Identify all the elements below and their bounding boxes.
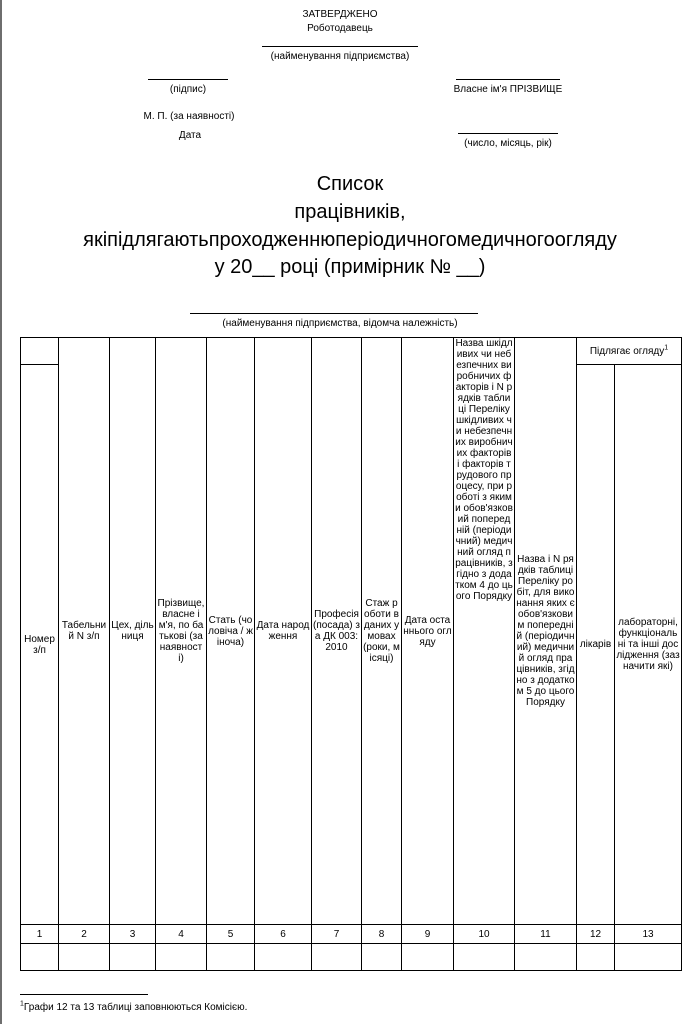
name-line [456, 79, 560, 80]
col-header-5: Стать (чоловіча / жіноча) [207, 338, 255, 925]
col-header-6: Дата народження [255, 338, 312, 925]
col-header-12: лікарів [577, 365, 615, 925]
footnote [20, 1002, 420, 1014]
col-header-1: Номер з/п [21, 365, 59, 925]
subject-to-exam-sup: 1 [664, 344, 669, 352]
col-number-11: 11 [515, 925, 577, 944]
empty-cell[interactable] [312, 944, 362, 971]
empty-cell[interactable] [454, 944, 515, 971]
col-header-9: Дата останнього огляду [402, 338, 454, 925]
date-caption: (число, місяць, рік) [464, 138, 552, 149]
col-number-6: 6 [255, 925, 312, 944]
signature-line [148, 79, 228, 80]
empty-cell[interactable] [59, 944, 110, 971]
footnote-text: Графи 12 та 13 таблиці заповнюються Комісією. [23, 1002, 248, 1013]
approved-label: ЗАТВЕРДЖЕНО [302, 9, 378, 20]
empty-cell[interactable] [577, 944, 615, 971]
col-header-7: Професія (посада) за ДК 003:2010 [312, 338, 362, 925]
empty-data-row [21, 944, 682, 971]
subject-to-exam-header [577, 338, 682, 365]
col-number-3: 3 [110, 925, 156, 944]
title-line-2: працівників, [294, 201, 406, 223]
stamp-caption: М. П. (за наявності) [143, 111, 235, 122]
empty-cell[interactable] [255, 944, 312, 971]
col-number-10: 10 [454, 925, 515, 944]
header-row-top [21, 338, 682, 365]
empty-cell[interactable] [402, 944, 454, 971]
empty-cell[interactable] [207, 944, 255, 971]
col-header-3: Цех, дільниця [110, 338, 156, 925]
col-number-1: 1 [21, 925, 59, 944]
enterprise-name-caption: (найменування підприємства) [270, 51, 410, 62]
enterprise-caption: (найменування підприємства, відомча належність) [222, 318, 458, 329]
title-line-3: якіпідлягаютьпроходженнюперіодичногомедичногоогляду [83, 229, 617, 251]
date-label: Дата [178, 130, 202, 141]
enterprise-line [190, 313, 478, 314]
col-header-2: Табельний N з/п [59, 338, 110, 925]
name-caption: Власне ім'я ПРІЗВИЩЕ [453, 84, 563, 95]
col-header-4: Прізвище, власне ім'я, по батькові (за наявності) [156, 338, 207, 925]
title-line-1: Список [316, 173, 384, 195]
col-header-8: Стаж роботи в даних умовах (роки, місяці) [362, 338, 402, 925]
enterprise-name-line [262, 46, 418, 47]
col-header-11: Назва і N рядків таблиці Переліку робіт, для виконання яких є обов'язковим попередній (періодичний) медичний огляд працівників, згідно з додатком 5 до цього Порядку [515, 338, 577, 925]
col-number-7: 7 [312, 925, 362, 944]
employer-label: Роботодавець [307, 23, 373, 34]
col-number-9: 9 [402, 925, 454, 944]
col-number-2: 2 [59, 925, 110, 944]
empty-cell[interactable] [156, 944, 207, 971]
col-1-top [21, 338, 59, 365]
col-number-12: 12 [577, 925, 615, 944]
page-left-border [0, 0, 2, 1024]
empty-cell[interactable] [110, 944, 156, 971]
col-header-10: Назва шкідливих чи небезпечних виробничих факторів і N рядків таблиці Переліку шкідливих чи небезпечних виробничих факторів і факторів трудового процесу, при роботі з якими обов'язковий попередній (періодичний) медичний огляд працівників, згідно з додатком 4 до цього Порядку [454, 338, 515, 925]
empty-cell[interactable] [21, 944, 59, 971]
col-number-8: 8 [362, 925, 402, 944]
subject-to-exam-text: Підлягає огляду [589, 345, 665, 357]
workers-table [20, 337, 682, 971]
empty-cell[interactable] [615, 944, 682, 971]
col-number-4: 4 [156, 925, 207, 944]
empty-cell[interactable] [362, 944, 402, 971]
title-line-4: у 20__ році (примірник № __) [214, 256, 486, 278]
col-number-5: 5 [207, 925, 255, 944]
signature-caption: (підпис) [169, 84, 207, 95]
col-number-13: 13 [615, 925, 682, 944]
date-line [458, 133, 558, 134]
column-number-row [21, 925, 682, 944]
footnote-sup: 1 [20, 1000, 24, 1008]
col-header-13: лабораторні, функціональні та інші дослідження (зазначити які) [615, 365, 682, 925]
empty-cell[interactable] [515, 944, 577, 971]
footnote-separator [20, 994, 148, 995]
